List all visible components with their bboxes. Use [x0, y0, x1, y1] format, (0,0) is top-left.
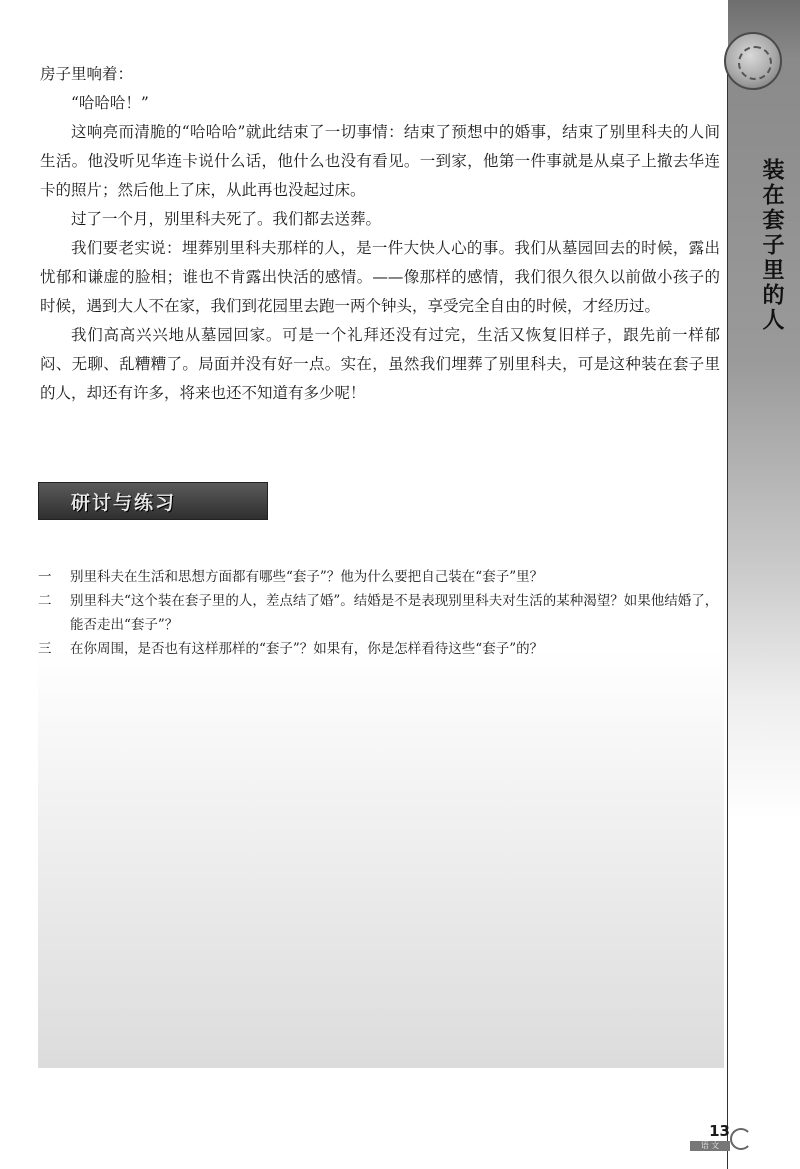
- paragraph: 我们要老实说：埋葬别里科夫那样的人，是一件大快人心的事。我们从墓园回去的时候，露出忧郁和谦虚的脸相；谁也不肯露出快活的感情。——像那样的感情，我们很久很久以前做小孩子的时候，遇到大人不在家，我们到花园里去跑一两个钟头，享受完全自由的时候，才经历过。: [40, 239, 720, 315]
- footer-subject-tag: 语 文: [690, 1141, 730, 1151]
- exercise-text: 别里科夫“这个装在套子里的人，差点结了婚”。结婚是不是表现别里科夫对生活的某种渴望？如果他结婚了，能否走出“套子”？: [70, 593, 719, 633]
- exercise-number: 三: [38, 641, 52, 657]
- exercise-item: [38, 589, 728, 637]
- exercise-item: [38, 565, 728, 589]
- exercises-header: [38, 482, 268, 520]
- paragraph: 这响亮而清脆的“哈哈哈”就此结束了一切事情：结束了预想中的婚事，结束了别里科夫的人间生活。他没听见华连卡说什么话，他什么也没有看见。一到家，他第一件事就是从桌子上撤去华连卡的照片；然后他上了床，从此再也没起过床。: [40, 123, 720, 199]
- shaded-panel: [38, 650, 724, 1068]
- exercise-number: 二: [38, 593, 52, 609]
- exercise-number: 一: [38, 569, 52, 585]
- body-text: [40, 60, 720, 408]
- exercise-text: 别里科夫在生活和思想方面都有哪些“套子”？他为什么要把自己装在“套子”里？: [70, 569, 544, 585]
- decorative-swirl-icon: [730, 1128, 752, 1150]
- exercise-list: [38, 565, 728, 661]
- paragraph: “哈哈哈！”: [71, 94, 149, 112]
- exercise-text: 在你周围，是否也有这样那样的“套子”？如果有，你是怎样看待这些“套子”的？: [70, 641, 544, 657]
- exercises-header-label: 研讨与练习: [71, 491, 177, 514]
- chapter-title-vertical: 装在套子里的人: [759, 158, 784, 333]
- page-number: 13: [709, 1122, 730, 1140]
- decorative-seal-icon: [724, 32, 782, 90]
- paragraph: 房子里响着：: [40, 65, 134, 83]
- paragraph: 我们高高兴兴地从墓园回家。可是一个礼拜还没有过完，生活又恢复旧样子，跟先前一样郁闷、无聊、乱糟糟了。局面并没有好一点。实在，虽然我们埋葬了别里科夫，可是这种装在套子里的人，却还有许多，将来也还不知道有多少呢！: [40, 326, 720, 402]
- exercise-item: [38, 637, 728, 661]
- paragraph: 过了一个月，别里科夫死了。我们都去送葬。: [71, 210, 382, 228]
